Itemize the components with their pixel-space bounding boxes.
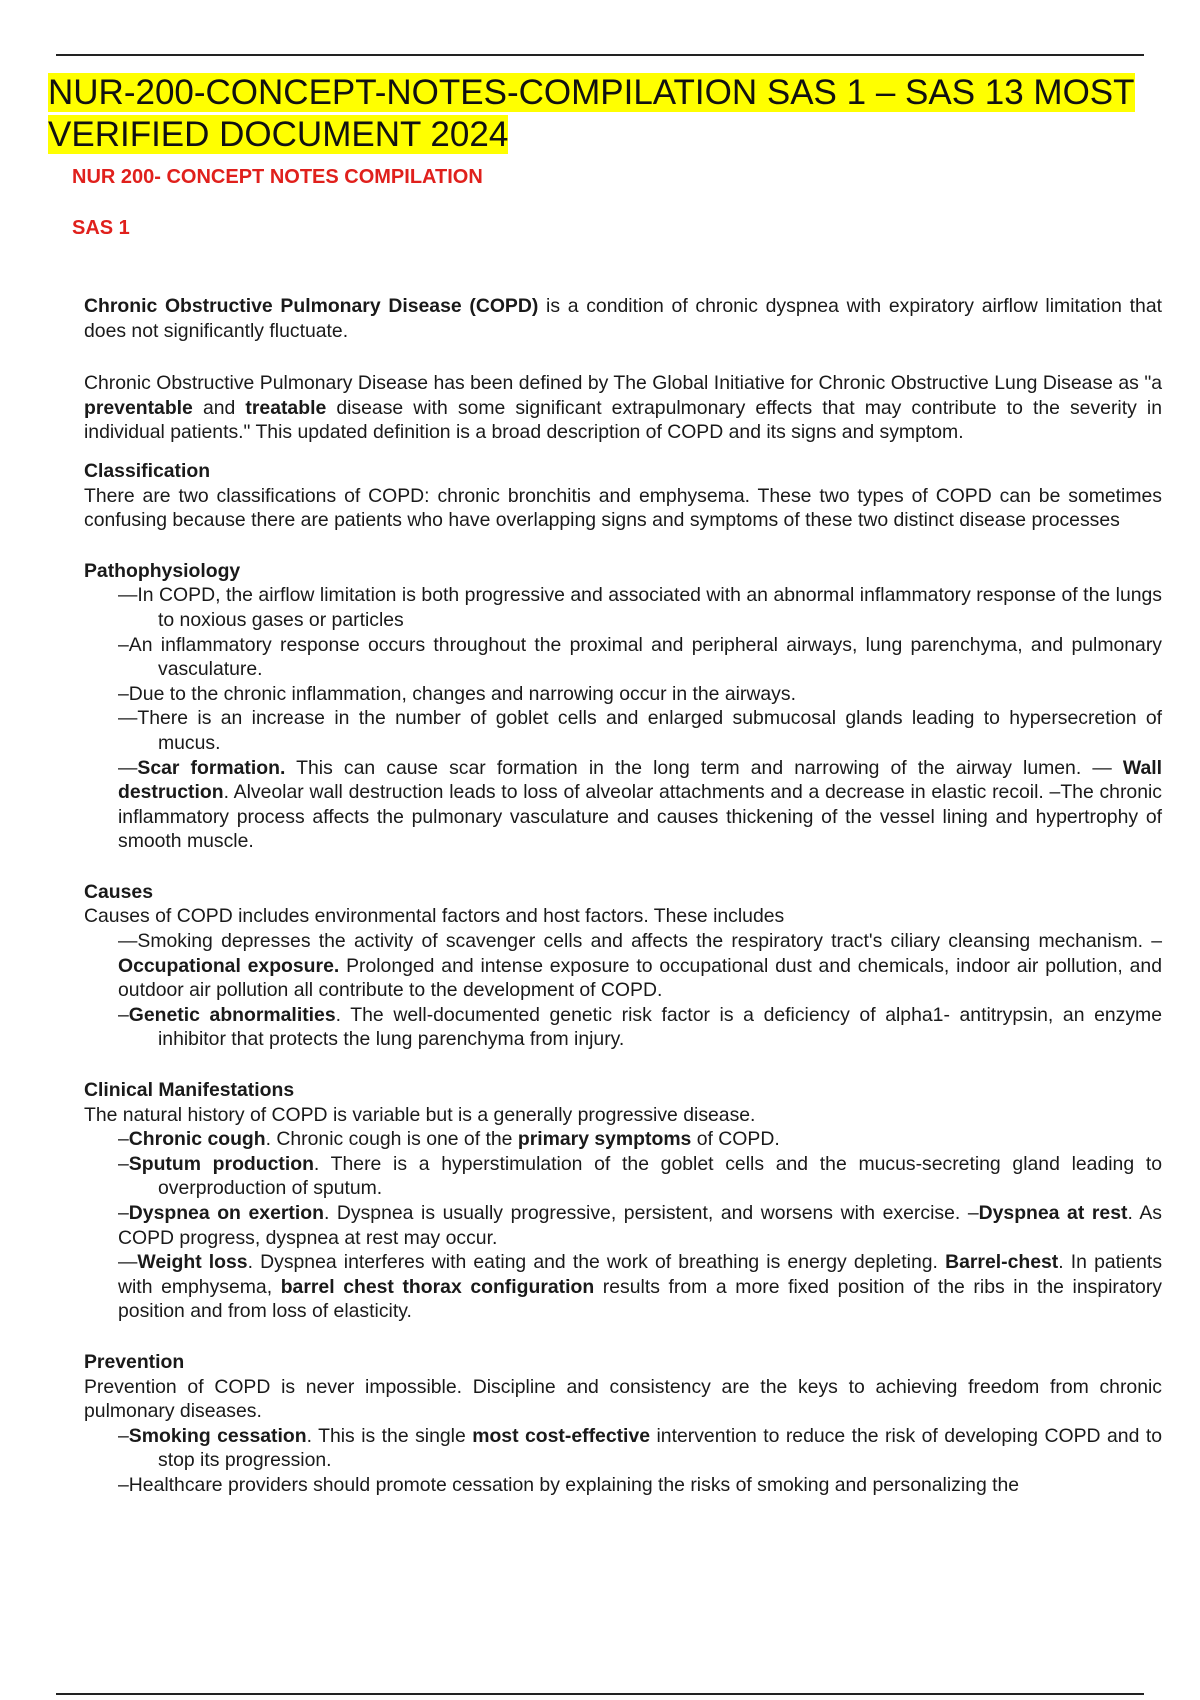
- causes-intro: Causes of COPD includes environmental factors and host factors. These includes: [84, 905, 785, 928]
- list-item: –Smoking cessation. This is the single most cost-effective intervention to reduce the risk of developing COPD and to stop its progression.: [118, 1424, 1162, 1472]
- bottom-rule: [56, 1693, 1144, 1695]
- prevention-heading: Prevention: [84, 1350, 185, 1373]
- list-item: –Dyspnea on exertion. Dyspnea is usually progressive, persistent, and worsens with exercise. –Dyspnea at rest. As COPD progress, dyspnea at rest may occur.: [118, 1202, 1162, 1249]
- classification-section: [84, 459, 1162, 533]
- clinical-manifestations-section: [84, 1078, 1162, 1324]
- list-item: —Smoking depresses the activity of scavenger cells and affects the respiratory tract's ciliary cleansing mechanism. –Occupational exposure. Prolonged and intense exposure to occupational dust and chemicals, indoor air pollution, and outdoor air pollution all contribute to the development of COPD.: [118, 930, 1162, 1002]
- list-item: –An inflammatory response occurs throughout the proximal and peripheral airways, lung parenchyma, and pulmonary vasculature.: [118, 633, 1162, 681]
- compilation-heading: NUR 200- CONCEPT NOTES COMPILATION: [72, 166, 483, 188]
- list-item: —There is an increase in the number of goblet cells and enlarged submucosal glands leading to hypersecretion of mucus.: [118, 707, 1162, 754]
- intro-paragraph-2: Chronic Obstructive Pulmonary Disease has been defined by The Global Initiative for Chronic Obstructive Lung Disease as "a preventable and treatable disease with some significant extrapulmonary effects that may contribute to the severity in individual patients." This updated definition is a broad description of COPD and its signs and symptom.: [84, 372, 1162, 444]
- list-item: –Sputum production. There is a hyperstimulation of the goblet cells and the mucus-secreting gland leading to overproduction of sputum.: [118, 1152, 1162, 1200]
- pathophysiology-heading: Pathophysiology: [84, 559, 241, 582]
- causes-section: [84, 880, 1162, 1052]
- classification-text: There are two classifications of COPD: chronic bronchitis and emphysema. These two types of COPD can be sometimes confusing because there are patients who have overlapping signs and symptoms of these two distinct disease processes: [84, 484, 1162, 532]
- copd-term: Chronic Obstructive Pulmonary Disease (COPD): [84, 295, 539, 317]
- clinical-intro: The natural history of COPD is variable but is a generally progressive disease.: [84, 1103, 756, 1126]
- prevention-section: [84, 1350, 1162, 1498]
- list-item: –Chronic cough. Chronic cough is one of the primary symptoms of COPD.: [118, 1128, 780, 1151]
- classification-heading: Classification: [84, 459, 211, 482]
- list-item: —Weight loss. Dyspnea interferes with eating and the work of breathing is energy depleting. Barrel-chest. In patients with emphysema, barrel chest thorax configuration results from a more fixed position of the ribs in the inspiratory position and from loss of elasticity.: [118, 1251, 1163, 1323]
- intro-paragraph-1: Chronic Obstructive Pulmonary Disease (COPD) is a condition of chronic dyspnea with expiratory airflow limitation that does not significantly fluctuate.: [84, 295, 1162, 342]
- clinical-heading: Clinical Manifestations: [84, 1079, 295, 1102]
- list-item: —In COPD, the airflow limitation is both progressive and associated with an abnormal inflammatory response of the lungs to noxious gases or particles: [118, 584, 1162, 631]
- list-item: –Due to the chronic inflammation, changes and narrowing occur in the airways.: [118, 682, 796, 705]
- top-rule: [56, 54, 1144, 56]
- list-item: –Genetic abnormalities. The well-documented genetic risk factor is a deficiency of alpha1- antitrypsin, an enzyme inhibitor that protects the lung parenchyma from injury.: [118, 1003, 1162, 1051]
- sas-heading: SAS 1: [72, 217, 130, 239]
- title-line-2: VERIFIED DOCUMENT 2024: [48, 115, 509, 154]
- document-body: [84, 294, 1162, 1498]
- document-title: [48, 72, 1188, 156]
- title-line-1: NUR-200-CONCEPT-NOTES-COMPILATION SAS 1 – SAS 13 MOST: [48, 73, 1135, 112]
- list-item: –Healthcare providers should promote cessation by explaining the risks of smoking and personalizing the: [118, 1473, 1020, 1496]
- causes-heading: Causes: [84, 880, 153, 903]
- list-item: —Scar formation. This can cause scar formation in the long term and narrowing of the airway lumen. — Wall destruction. Alveolar wall destruction leads to loss of alveolar attachments and a decrease in elastic recoil. –The chronic inflammatory process affects the pulmonary vasculature and causes thickening of the vessel lining and hypertrophy of smooth muscle.: [118, 756, 1163, 853]
- prevention-intro: Prevention of COPD is never impossible. Discipline and consistency are the keys to achieving freedom from chronic pulmonary diseases.: [84, 1375, 1162, 1423]
- pathophysiology-section: [84, 559, 1162, 854]
